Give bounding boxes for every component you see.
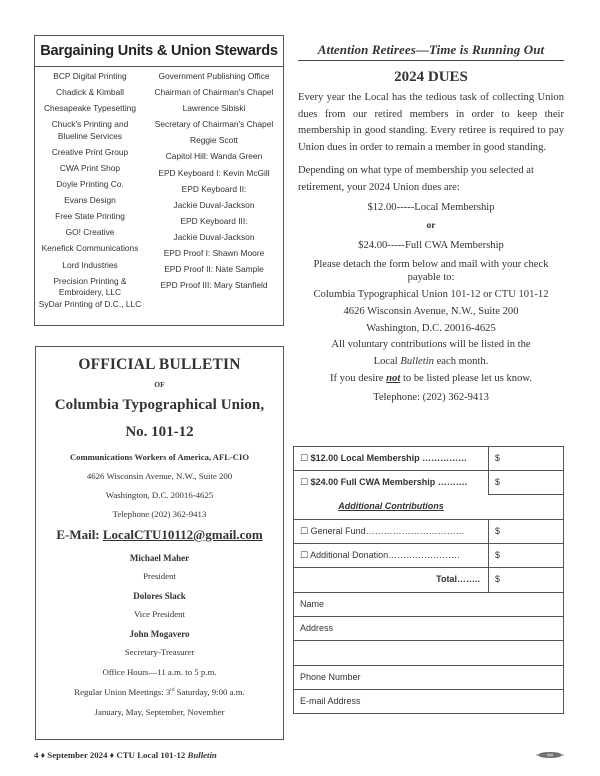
- steward-item: Lawrence Sibiski: [182, 103, 246, 114]
- additional-donation-amount[interactable]: [488, 544, 563, 567]
- address-line-2: Washington, D.C. 20016-4625: [105, 490, 214, 500]
- voluntary-note: All voluntary contributions will be listed in the: [331, 339, 531, 351]
- address-field[interactable]: Address: [300, 623, 334, 634]
- full-membership-checkbox[interactable]: [294, 471, 488, 494]
- unit-item: Doyle Printing Co.: [56, 179, 124, 190]
- form-row-local-membership: [294, 446, 563, 470]
- depending-paragraph: Depending on what type of membership you selected at retirement, your 2024 Union dues are:: [298, 165, 534, 193]
- unit-item: CWA Print Shop: [59, 162, 121, 173]
- page-footer: [34, 750, 217, 760]
- steward-item: Chairman of Chairman's Chapel: [154, 87, 274, 98]
- bulletin-of: OF: [154, 380, 165, 389]
- dues-form: [293, 446, 564, 714]
- form-row-contributions-heading: [294, 495, 563, 519]
- official-bulletin-box: [35, 346, 284, 740]
- checkbox-icon[interactable]: ☐: [300, 550, 309, 561]
- local-bulletin-note: [298, 354, 564, 371]
- dues-telephone: Telephone: (202) 362-9413: [373, 391, 489, 403]
- additional-donation-label: Additional Donation……………………: [310, 550, 461, 561]
- mail-address-2: Washington, D.C. 20016-4625: [366, 322, 496, 334]
- unit-item: Evans Design: [64, 195, 116, 206]
- steward-item: EPD Keyboard III:: [180, 215, 248, 226]
- unit-item: Kenefick Communications: [41, 243, 139, 254]
- unit-item: Chesapeake Typesetting: [43, 103, 137, 114]
- dues-title: 2024 DUES: [394, 69, 468, 85]
- checkbox-icon[interactable]: ☐: [300, 525, 309, 536]
- form-row-address[interactable]: [294, 616, 563, 640]
- payable-to: Columbia Typographical Union 101-12 or CTU 101-12: [313, 288, 549, 300]
- union-name: Columbia Typographical Union,: [54, 397, 265, 413]
- mail-address-1: 4626 Wisconsin Avenue, N.W., Suite 200: [343, 305, 519, 317]
- desire-prefix: If you desire: [329, 372, 387, 384]
- email-link[interactable]: LocalCTU10112@gmail.com: [102, 527, 263, 542]
- steward-item: EPD Keyboard II:: [181, 183, 247, 194]
- local-membership-checkbox[interactable]: [294, 447, 488, 470]
- currency-symbol: $: [495, 453, 501, 463]
- form-row-email[interactable]: [294, 689, 563, 713]
- steward-item: Secretary of Chairman's Chapel: [154, 119, 274, 130]
- local-suffix: each month.: [433, 356, 489, 368]
- bargaining-units-box: [34, 35, 284, 326]
- checkbox-icon[interactable]: ☐: [300, 453, 309, 463]
- officer-name: Dolores Slack: [133, 591, 186, 601]
- steward-item: Government Publishing Office: [158, 71, 270, 81]
- unit-item: Creative Print Group: [51, 146, 129, 157]
- steward-item: EPD Keyboard I: Kevin McGill: [158, 167, 270, 178]
- form-row-name[interactable]: [294, 592, 563, 616]
- unit-item: Blueline Services: [57, 130, 123, 141]
- form-row-total: [294, 567, 563, 591]
- bulletin-word: Bulletin: [400, 356, 434, 368]
- separator: ♦: [38, 750, 48, 760]
- meetings-sup: rd: [170, 688, 175, 694]
- unit-item: Precision Printing &: [53, 275, 127, 286]
- steward-item: Jackie Duval-Jackson: [173, 199, 255, 210]
- unit-item: Lord Industries: [62, 259, 118, 270]
- steward-item: Capitol Hill: Wanda Green: [165, 151, 263, 162]
- contributions-heading: Additional Contributions: [338, 500, 444, 511]
- meeting-months: January, May, September, November: [94, 707, 225, 717]
- option-local: $12.00-----Local Membership: [367, 201, 495, 213]
- currency-symbol: $: [495, 574, 501, 585]
- form-row-full-membership: [294, 470, 563, 494]
- publication-name: CTU Local 101-12: [116, 750, 188, 760]
- steward-item: EPD Proof I: Shawn Moore: [163, 248, 265, 259]
- unit-item: GO! Creative: [65, 227, 115, 238]
- address-line-2-field[interactable]: [294, 641, 563, 664]
- detach-instructions: Please detach the form below and mail with your check payable to:: [313, 258, 549, 284]
- officer-role: Secretary-Treasurer: [124, 647, 195, 657]
- full-membership-label: $24.00 Full CWA Membership ……….: [310, 477, 468, 488]
- total-label: Total……..: [436, 574, 480, 585]
- bargaining-units-list: [35, 71, 145, 315]
- local-membership-label: $12.00 Local Membership ……………: [310, 453, 468, 463]
- steward-item: Jackie Duval-Jackson: [173, 231, 255, 242]
- email-line: [36, 527, 283, 543]
- phone-field[interactable]: Phone Number: [300, 671, 361, 682]
- unit-item: Free State Printing: [55, 211, 125, 222]
- union-stewards-list: [145, 71, 283, 315]
- officer-name: John Mogavero: [129, 629, 190, 639]
- unit-item: Chadick & Kimball: [56, 87, 124, 98]
- ornament-icon: [536, 751, 564, 759]
- currency-symbol: $: [495, 477, 501, 488]
- or-text: or: [426, 221, 436, 232]
- attention-heading: Attention Retirees—Time is Running Out: [298, 42, 564, 61]
- unit-item: SyDar Printing of D.C., LLC: [38, 298, 142, 309]
- local-prefix: Local: [373, 356, 401, 368]
- desire-suffix: to be listed please let us know.: [400, 372, 533, 384]
- name-field[interactable]: Name: [300, 598, 325, 609]
- local-membership-amount[interactable]: [488, 447, 563, 470]
- intro-paragraph: Every year the Local has the tedious task of collecting Union dues from our retired members in order to keep their membership in good standing. Every retiree is required to pay Union dues in order to remain a member in good standing.: [298, 92, 564, 153]
- currency-symbol: $: [495, 550, 501, 561]
- office-hours: Office Hours—11 a.m. to 5 p.m.: [102, 667, 217, 677]
- option-full: $24.00-----Full CWA Membership: [358, 240, 504, 252]
- total-amount[interactable]: [488, 568, 563, 591]
- email-label: E-Mail:: [56, 527, 103, 542]
- separator: ♦: [107, 750, 117, 760]
- dues-article: [298, 42, 564, 407]
- not-word: not: [386, 372, 401, 384]
- meetings-suffix: Saturday, 9:00 a.m.: [174, 687, 245, 697]
- not-listed-note: [298, 371, 564, 388]
- unit-item: Chuck's Printing and: [51, 119, 129, 130]
- general-fund-label: General Fund……………………………: [310, 525, 465, 536]
- unit-item: BCP Digital Printing: [53, 71, 127, 81]
- officer-role: President: [143, 571, 176, 581]
- currency-symbol: $: [495, 525, 501, 536]
- checkbox-icon[interactable]: ☐: [300, 477, 309, 488]
- bulletin-title: OFFICIAL BULLETIN: [78, 356, 241, 373]
- email-field[interactable]: E-mail Address: [300, 695, 361, 706]
- form-row-phone[interactable]: [294, 665, 563, 689]
- address-line-1: 4626 Wisconsin Avenue, N.W., Suite 200: [86, 471, 233, 481]
- general-fund-checkbox[interactable]: [294, 520, 488, 543]
- issue-date: September 2024: [47, 750, 108, 760]
- officer-role: Vice President: [133, 609, 186, 619]
- telephone: Telephone (202) 362-9413: [112, 509, 207, 519]
- meetings: [36, 687, 283, 697]
- steward-item: EPD Proof III: Mary Stanfield: [160, 280, 268, 291]
- union-number: No. 101-12: [125, 424, 194, 440]
- form-row-additional-donation: [294, 543, 563, 567]
- form-row-general-fund: [294, 519, 563, 543]
- bargaining-units-title: Bargaining Units & Union Stewards: [35, 36, 283, 67]
- additional-donation-checkbox[interactable]: [294, 544, 488, 567]
- affiliation: Communications Workers of America, AFL-CIO: [69, 452, 250, 462]
- unit-item: Embroidery, LLC: [58, 287, 122, 298]
- general-fund-amount[interactable]: [488, 520, 563, 543]
- officer-name: Michael Maher: [129, 553, 190, 563]
- steward-item: Reggie Scott: [190, 135, 238, 146]
- page-number: 4: [34, 750, 39, 760]
- form-row-address-2[interactable]: [294, 640, 563, 664]
- full-membership-amount[interactable]: [488, 471, 563, 494]
- meetings-prefix: Regular Union Meetings: 3: [74, 687, 171, 697]
- steward-item: EPD Proof II: Nate Sample: [164, 264, 264, 275]
- publication-italic: Bulletin: [187, 750, 217, 760]
